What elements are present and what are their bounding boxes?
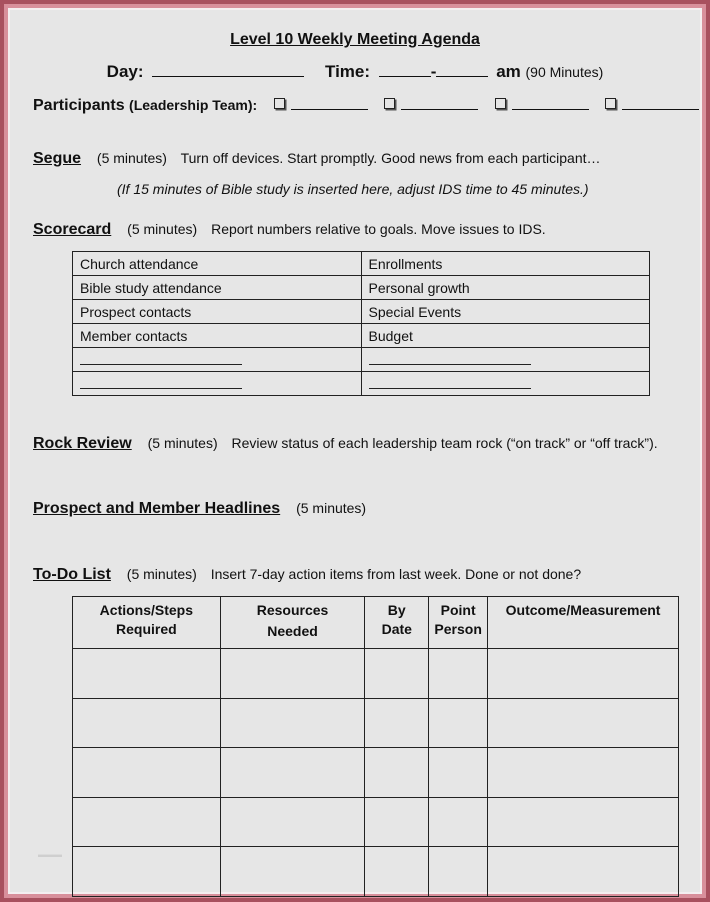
participants-label: Participants	[33, 97, 125, 114]
scorecard-cell: Bible study attendance	[73, 276, 362, 300]
scorecard-blank-cell[interactable]	[361, 372, 650, 396]
time-suffix: am	[496, 62, 521, 81]
participant-checkbox-2[interactable]	[384, 98, 395, 109]
column-header-outcome: Outcome/Measurement	[488, 597, 679, 649]
participants-qualifier: (Leadership Team):	[129, 97, 258, 113]
participant-checkbox-3[interactable]	[495, 98, 506, 109]
todo-cell[interactable]	[220, 748, 365, 798]
todo-cell[interactable]	[429, 847, 488, 897]
blank-line	[369, 352, 531, 365]
todo-cell[interactable]	[365, 847, 429, 897]
todo-cell[interactable]	[220, 649, 365, 699]
scorecard-blank-cell[interactable]	[73, 348, 362, 372]
todo-cell[interactable]	[488, 649, 679, 699]
scorecard-blank-cell[interactable]	[73, 372, 362, 396]
segue-section	[33, 150, 601, 168]
table-row	[73, 324, 650, 348]
todo-cell[interactable]	[488, 698, 679, 748]
todo-cell[interactable]	[488, 797, 679, 847]
rock-review-description: Review status of each leadership team rock (“on track” or “off track”).	[231, 435, 658, 451]
scorecard-cell: Enrollments	[361, 252, 650, 276]
scorecard-cell: Personal growth	[361, 276, 650, 300]
table-row	[73, 748, 679, 798]
segue-note: (If 15 minutes of Bible study is inserted here, adjust IDS time to 45 minutes.)	[117, 181, 589, 197]
column-header-resources: Resources Needed	[220, 597, 365, 649]
participant-checkbox-4[interactable]	[605, 98, 616, 109]
todo-cell[interactable]	[429, 698, 488, 748]
time-end-field[interactable]	[436, 62, 488, 77]
todo-cell[interactable]	[73, 847, 221, 897]
scorecard-cell: Church attendance	[73, 252, 362, 276]
todo-cell[interactable]	[488, 748, 679, 798]
todo-cell[interactable]	[429, 649, 488, 699]
scorecard-blank-cell[interactable]	[361, 348, 650, 372]
table-row	[73, 649, 679, 699]
participant-field-2[interactable]	[401, 95, 478, 110]
segue-description: Turn off devices. Start promptly. Good news from each participant…	[180, 150, 601, 166]
scorecard-cell: Prospect contacts	[73, 300, 362, 324]
day-field[interactable]	[152, 62, 304, 77]
column-header-point-person: Point Person	[429, 597, 488, 649]
time-start-field[interactable]	[379, 62, 431, 77]
todo-cell[interactable]	[488, 847, 679, 897]
scorecard-section	[33, 221, 546, 239]
table-row	[73, 276, 650, 300]
scorecard-cell: Special Events	[361, 300, 650, 324]
page-title: Level 10 Weekly Meeting Agenda	[230, 31, 480, 48]
scorecard-minutes: (5 minutes)	[127, 221, 198, 237]
todo-cell[interactable]	[429, 748, 488, 798]
table-row	[73, 372, 650, 396]
table-row	[73, 797, 679, 847]
todo-cell[interactable]	[73, 649, 221, 699]
headlines-section	[33, 500, 376, 518]
headlines-heading: Prospect and Member Headlines	[33, 500, 281, 517]
todo-cell[interactable]	[73, 797, 221, 847]
day-label: Day:	[106, 62, 144, 81]
participant-field-4[interactable]	[622, 95, 699, 110]
blank-line	[80, 352, 242, 365]
scorecard-table	[72, 251, 650, 396]
todo-table	[72, 596, 679, 897]
todo-description: Insert 7-day action items from last week. Done or not done?	[210, 566, 582, 582]
todo-cell[interactable]	[220, 797, 365, 847]
table-row	[73, 300, 650, 324]
todo-cell[interactable]	[73, 748, 221, 798]
time-separator: -	[430, 62, 437, 81]
todo-cell[interactable]	[365, 797, 429, 847]
participants-row	[33, 95, 699, 115]
column-header-by-date: By Date	[365, 597, 429, 649]
day-time-row	[10, 62, 700, 82]
table-row	[73, 252, 650, 276]
segue-minutes: (5 minutes)	[96, 150, 167, 166]
rock-review-section	[33, 435, 658, 453]
headlines-minutes: (5 minutes)	[296, 500, 367, 516]
time-label: Time:	[325, 62, 371, 81]
todo-header-row	[73, 597, 679, 649]
column-header-actions: Actions/Steps Required	[73, 597, 221, 649]
scorecard-description: Report numbers relative to goals. Move issues to IDS.	[211, 221, 546, 237]
blank-line	[369, 376, 531, 389]
table-row	[73, 348, 650, 372]
todo-cell[interactable]	[365, 748, 429, 798]
scorecard-cell: Member contacts	[73, 324, 362, 348]
todo-section	[33, 566, 581, 584]
rock-review-minutes: (5 minutes)	[147, 435, 218, 451]
todo-heading: To-Do List	[33, 566, 111, 583]
todo-cell[interactable]	[220, 698, 365, 748]
todo-minutes: (5 minutes)	[126, 566, 197, 582]
watermark: ▬▬▬	[38, 850, 62, 859]
todo-cell[interactable]	[220, 847, 365, 897]
participant-checkbox-1[interactable]	[274, 98, 285, 109]
todo-cell[interactable]	[365, 698, 429, 748]
rock-review-heading: Rock Review	[33, 435, 132, 452]
todo-cell[interactable]	[365, 649, 429, 699]
duration-note: (90 Minutes)	[525, 64, 604, 80]
agenda-page	[10, 10, 700, 892]
todo-cell[interactable]	[73, 698, 221, 748]
scorecard-cell: Budget	[361, 324, 650, 348]
table-row	[73, 847, 679, 897]
participant-field-3[interactable]	[512, 95, 589, 110]
table-row	[73, 698, 679, 748]
segue-heading: Segue	[33, 150, 82, 167]
blank-line	[80, 376, 242, 389]
scorecard-heading: Scorecard	[33, 221, 112, 238]
todo-cell[interactable]	[429, 797, 488, 847]
participant-field-1[interactable]	[291, 95, 368, 110]
